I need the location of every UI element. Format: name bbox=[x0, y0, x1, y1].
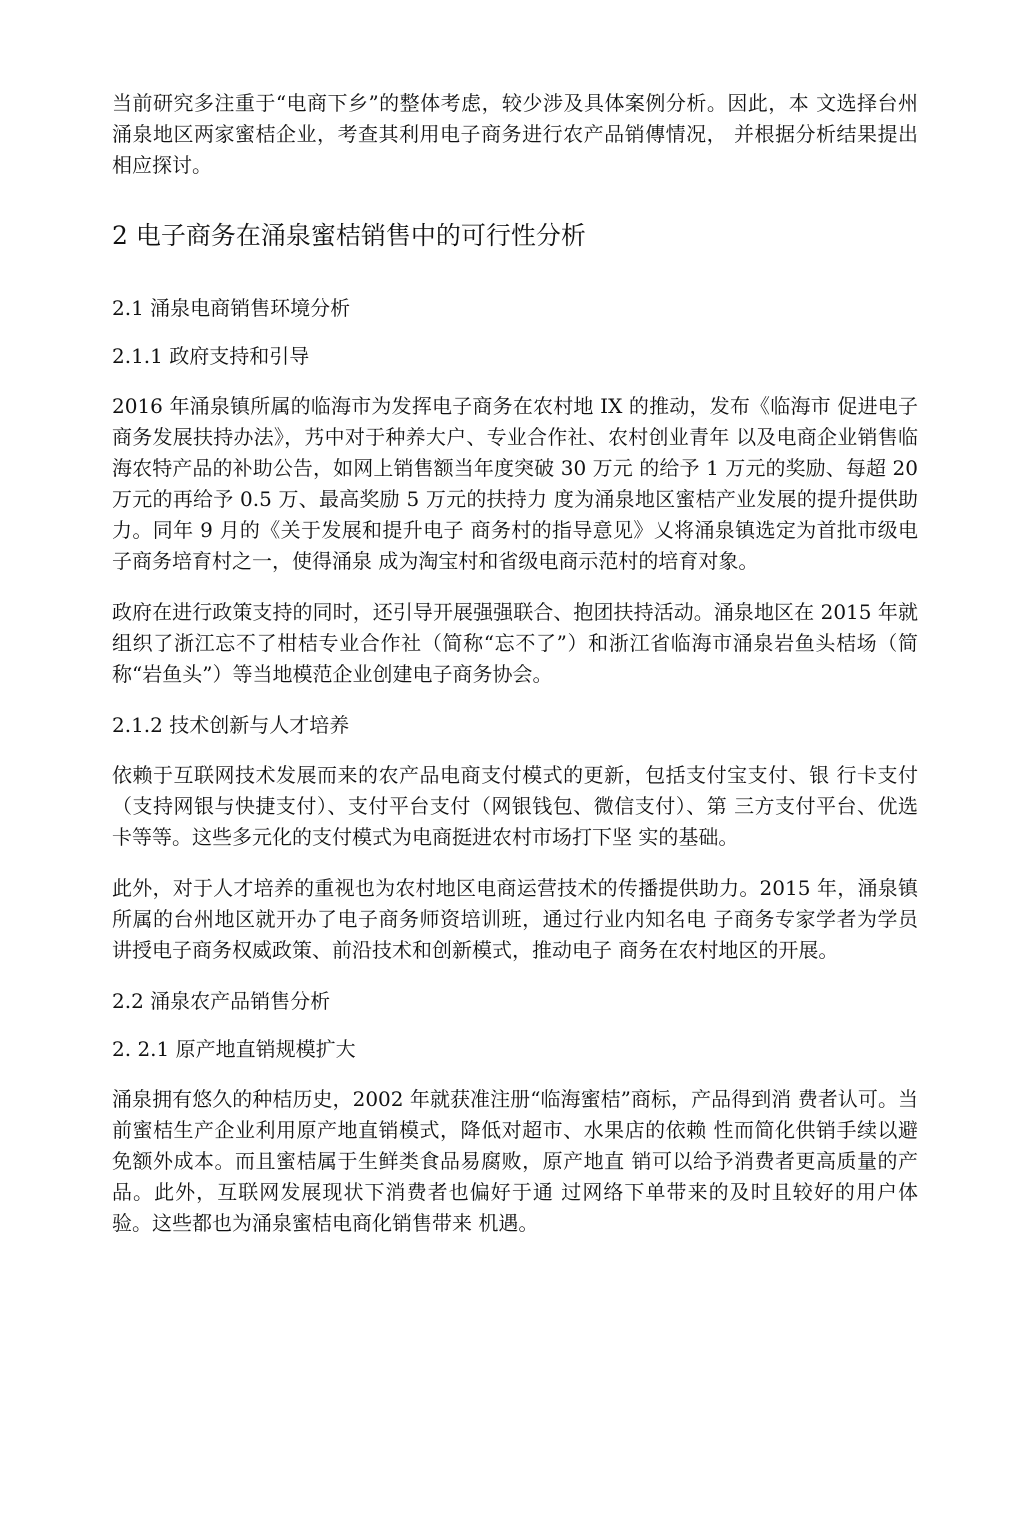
section-2-1-2-heading: 2.1.2 技术创新与人才培养 bbox=[112, 713, 350, 737]
government-guidance-paragraph: 政府在进行政策支持的同时，还引导开展强强联合、抱团扶持活动。涌泉地区在 2015 年就组织了浙江忘不了柑桔专业合作社（简称“忘不了”）和浙江省临海市涌泉岩鱼头桔场（简称“岩鱼头”）等当地模范企业创建电子商务协会。 bbox=[112, 600, 918, 686]
section-2-1-heading: 2.1 涌泉电商销售环境分析 bbox=[112, 296, 351, 320]
section-2-heading: 2 电子商务在涌泉蜜桔销售中的可行性分析 bbox=[112, 221, 586, 250]
payment-innovation-paragraph: 依赖于互联网技术发展而来的农产品电商支付模式的更新，包括支付宝支付、银 行卡支付（支持网银与快捷支付）、支付平台支付（网银钱包、微信支付）、第 三方支付平台、优选卡等等。这些多元化的支付模式为电商挺进农村市场打下坚 实的基础。 bbox=[112, 763, 918, 849]
section-2-1-1-heading: 2.1.1 政府支持和引导 bbox=[112, 344, 310, 368]
origin-direct-sales-paragraph: 涌泉拥有悠久的种桔历史，2002 年就获准注册“临海蜜桔”商标，产品得到消 费者认可。当前蜜桔生产企业利用原产地直销模式，降低对超市、水果店的依赖 性而简化供销手续以避免额外成本。而且蜜桔属于生鲜类食品易腐败，原产地直 销可以给予消费者更高质量的产品。此外，互联网发展现状下消费者也偏好于通 过网络下单带来的及时且较好的用户体验。这些都也为涌泉蜜桔电商化销售带来 机遇。 bbox=[112, 1087, 918, 1235]
section-2-2-1-heading: 2. 2.1 原产地直销规模扩大 bbox=[112, 1037, 356, 1061]
document-page bbox=[112, 88, 918, 1239]
talent-training-paragraph: 此外，对于人才培养的重视也为农村地区电商运营技术的传播提供助力。2015 年，涌泉镇所属的台州地区就开办了电子商务师资培训班，通过行业内知名电 子商务专家学者为学员讲授电子商务权威政策、前沿技术和创新模式，推动电子 商务在农村地区的开展。 bbox=[112, 876, 918, 962]
intro-paragraph: 当前研究多注重于“电商下乡”的整体考虑，较少涉及具体案例分析。因此，本 文选择台州涌泉地区两家蜜桔企业，考查其利用电子商务进行农产品销傳情况， 并根据分析结果提出相应探讨。 bbox=[112, 91, 918, 177]
section-2-2-heading: 2.2 涌泉农产品销售分析 bbox=[112, 989, 331, 1013]
government-support-paragraph: 2016 年涌泉镇所属的临海市为发挥电子商务在农村地 IX 的推动，发布《临海市 促进电子商务发展扶持办法》，艿中对于种养大户、专业合作社、农村创业青年 以及电商企业销售临海农特产品的补助公告，如网上销售额当年度突破 30 万元 的给予 1 万元的奖励、每超 20 万元的再给予 0.5 万、最高奖励 5 万元的扶持力 度为涌泉地区蜜桔产业发展的提升提供助力。同年 9 月的《关于发展和提升电子 商务村的指导意见》乂将涌泉镇选定为首批市级电子商务培育村之一，使得涌泉 成为淘宝村和省级电商示范村的培育对象。 bbox=[112, 394, 918, 573]
